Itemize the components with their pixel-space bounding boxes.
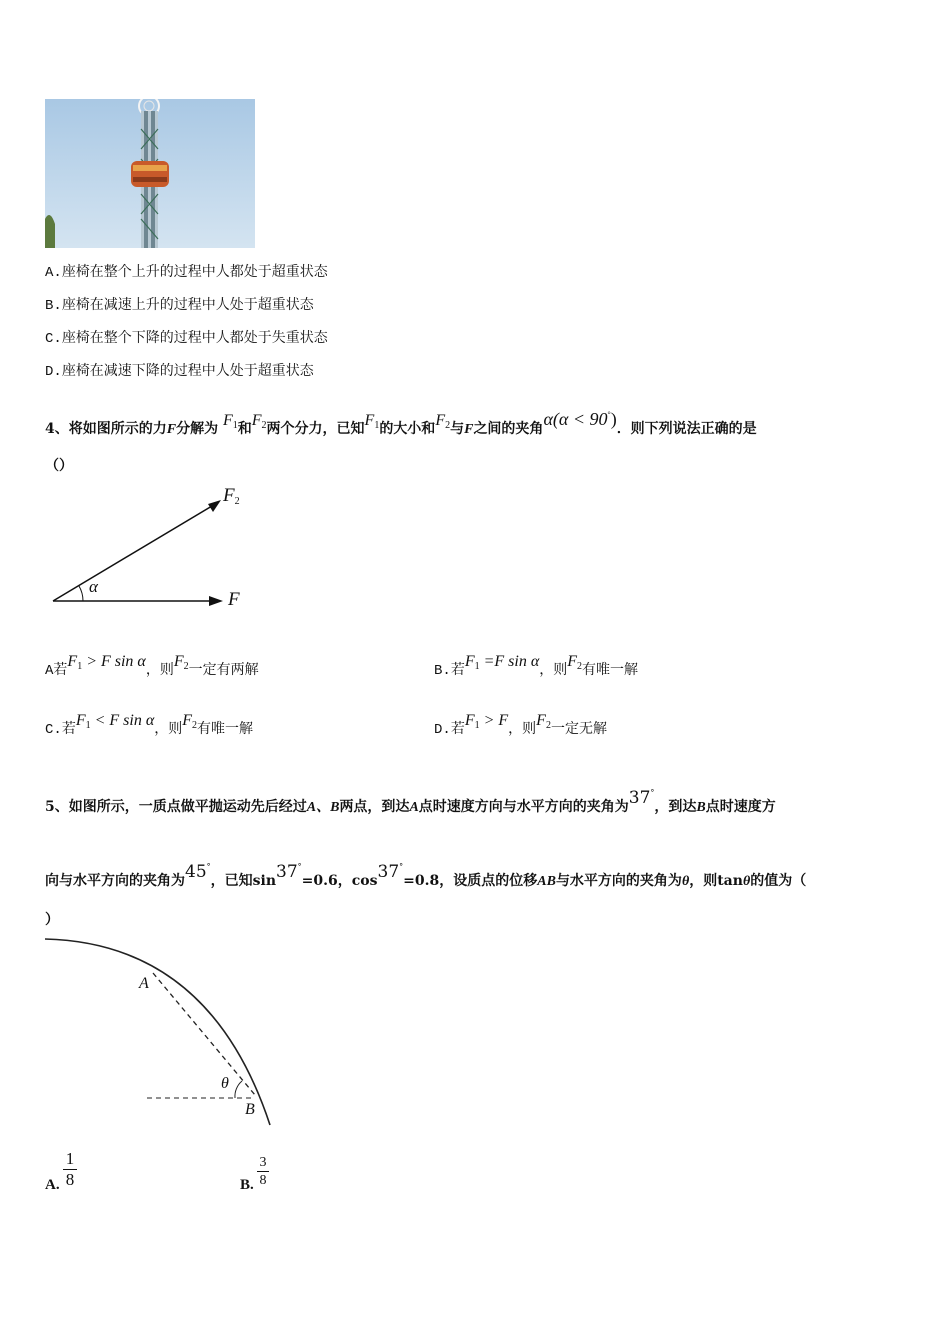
var-theta: θ — [742, 874, 751, 889]
stem-text: 两个分力，已知 — [266, 421, 365, 437]
option-label: D. — [45, 364, 62, 380]
label-F2: $F_2$ — [223, 485, 240, 507]
var-F2: $F_2$ — [182, 712, 198, 731]
f2-vector — [53, 503, 217, 601]
q4-option-d[interactable] — [434, 706, 607, 745]
option-label: B. — [240, 1177, 254, 1193]
option-label: B. — [45, 298, 62, 314]
stem-text: 向与水平方向的夹角为 — [45, 873, 185, 889]
drop-tower-photo — [45, 99, 255, 248]
q4-option-c[interactable] — [45, 706, 253, 745]
q4-stem — [45, 395, 757, 450]
displacement-ab — [153, 973, 255, 1095]
option-text: ，则 — [539, 663, 568, 679]
var-F2: $F_2$ — [435, 412, 451, 431]
stem-text: 将如图所示的力 — [68, 421, 167, 437]
fraction — [63, 1150, 77, 1189]
option-text: 若 — [53, 663, 68, 679]
angle-37: 37° — [377, 862, 404, 882]
q4-option-b[interactable] — [434, 647, 638, 686]
option-text: 有唯一解 — [197, 722, 254, 738]
option-text: 座椅在整个上升的过程中人都处于超重状态 — [61, 265, 328, 281]
angle-37: 37° — [628, 788, 655, 808]
q5-close-paren: ） — [45, 912, 59, 928]
condition-expr: $F_1 > F$ — [464, 712, 509, 731]
option-label: A. — [45, 265, 62, 281]
q3-option-a[interactable] — [45, 261, 328, 281]
option-text: 若 — [450, 663, 465, 679]
stem-text: =0.8，设质点的位移 — [403, 873, 538, 889]
stem-text: 点时速度方 — [705, 799, 776, 815]
q5-option-a[interactable] — [45, 1150, 105, 1200]
var-F2: $F_2$ — [173, 653, 189, 672]
q4-option-a[interactable] — [45, 647, 259, 686]
tan-text: tan — [717, 873, 743, 889]
stem-text: 如图所示，一质点做平抛运动先后经过 — [68, 799, 307, 815]
label-theta: θ — [221, 1075, 229, 1092]
stem-text: 和 — [237, 421, 252, 437]
label-B: B — [245, 1101, 255, 1118]
alpha-expression: α(α < 90°) — [543, 409, 617, 429]
option-text: 座椅在减速下降的过程中人处于超重状态 — [61, 364, 314, 380]
stem-text: 之间的夹角 — [473, 421, 544, 437]
option-text: ，则 — [154, 722, 183, 738]
option-text: ，则 — [145, 663, 174, 679]
stem-text: 点时速度方向与水平方向的夹角为 — [418, 799, 629, 815]
fraction — [257, 1155, 269, 1188]
point-B: B — [696, 800, 706, 815]
cos-text: cos — [351, 873, 378, 889]
option-text: 若 — [61, 722, 76, 738]
condition-expr: $F_1 < F$ sin α — [75, 712, 155, 731]
stem-text: 两点，到达 — [339, 799, 410, 815]
option-text: ，则 — [508, 722, 537, 738]
stem-text: ，则 — [689, 873, 718, 889]
var-theta: θ — [681, 874, 690, 889]
option-label: A. — [45, 1177, 60, 1193]
q4-number: 4、 — [45, 421, 69, 437]
q3-option-b[interactable] — [45, 294, 314, 314]
option-text: 一定有两解 — [188, 663, 259, 679]
label-A: A — [139, 975, 149, 992]
q3-option-c[interactable] — [45, 327, 328, 347]
point-A: A — [409, 800, 419, 815]
q5-option-b[interactable] — [240, 1155, 300, 1200]
option-label: C. — [45, 331, 62, 347]
stem-text: 的大小和 — [379, 421, 436, 437]
var-F2: $F_2$ — [251, 412, 267, 431]
angle-arc — [79, 586, 83, 601]
condition-expr: $F_1 =F$ sin α — [464, 653, 540, 672]
stem-text: 与水平方向的夹角为 — [555, 873, 682, 889]
var-F1: $F_1$ — [222, 412, 238, 431]
option-text: 有唯一解 — [582, 663, 639, 679]
stem-text: ，到达 — [654, 799, 697, 815]
option-label: B. — [434, 663, 451, 679]
angle-45: 45° — [185, 862, 211, 882]
denominator: 8 — [259, 1173, 267, 1188]
option-label: C. — [45, 722, 62, 738]
option-label: D. — [434, 722, 451, 738]
option-text: 一定无解 — [550, 722, 607, 738]
var-F2: $F_2$ — [536, 712, 551, 731]
stem-text: =0.6， — [301, 873, 352, 889]
arrowhead-icon — [208, 500, 221, 512]
var-F2: $F_2$ — [567, 653, 583, 672]
q5-stem-line1 — [45, 775, 776, 826]
q4-answer-paren: （） — [45, 458, 73, 474]
angle-arc — [235, 1081, 242, 1098]
q3-option-d[interactable] — [45, 360, 314, 380]
label-alpha: α — [89, 577, 98, 596]
numerator: 3 — [259, 1155, 267, 1170]
stem-text: 分解为 — [176, 421, 219, 437]
var-F: F — [166, 422, 177, 437]
denominator: 8 — [65, 1170, 75, 1189]
q4-force-diagram — [45, 485, 255, 615]
numerator: 1 — [65, 1149, 75, 1168]
stem-text: 的值为（ — [750, 873, 807, 889]
q5-stem-line2 — [45, 849, 806, 900]
stem-text: ，已知 — [210, 873, 253, 889]
var-F1: $F_1$ — [364, 412, 380, 431]
vector-AB: AB — [537, 874, 556, 889]
condition-expr: $F_1 > F$ sin α — [67, 653, 146, 672]
label-F: F — [228, 589, 240, 610]
sin-text: sin — [252, 873, 277, 889]
option-text: 座椅在整个下降的过程中人都处于失重状态 — [61, 331, 328, 347]
arrowhead-icon — [209, 596, 223, 606]
stem-text: ．则下列说法正确的是 — [616, 421, 757, 437]
points-AB: A、B — [306, 800, 340, 815]
var-F: F — [464, 422, 474, 437]
q5-projectile-diagram — [45, 935, 275, 1130]
stem-text: 与 — [450, 421, 465, 437]
q5-number: 5、 — [45, 799, 69, 815]
drop-tower-icon — [45, 99, 255, 248]
angle-37: 37° — [276, 862, 302, 882]
option-text: 座椅在减速上升的过程中人处于超重状态 — [61, 298, 314, 314]
option-text: 若 — [450, 722, 465, 738]
trajectory-curve — [45, 939, 270, 1125]
option-label: A — [45, 663, 54, 679]
